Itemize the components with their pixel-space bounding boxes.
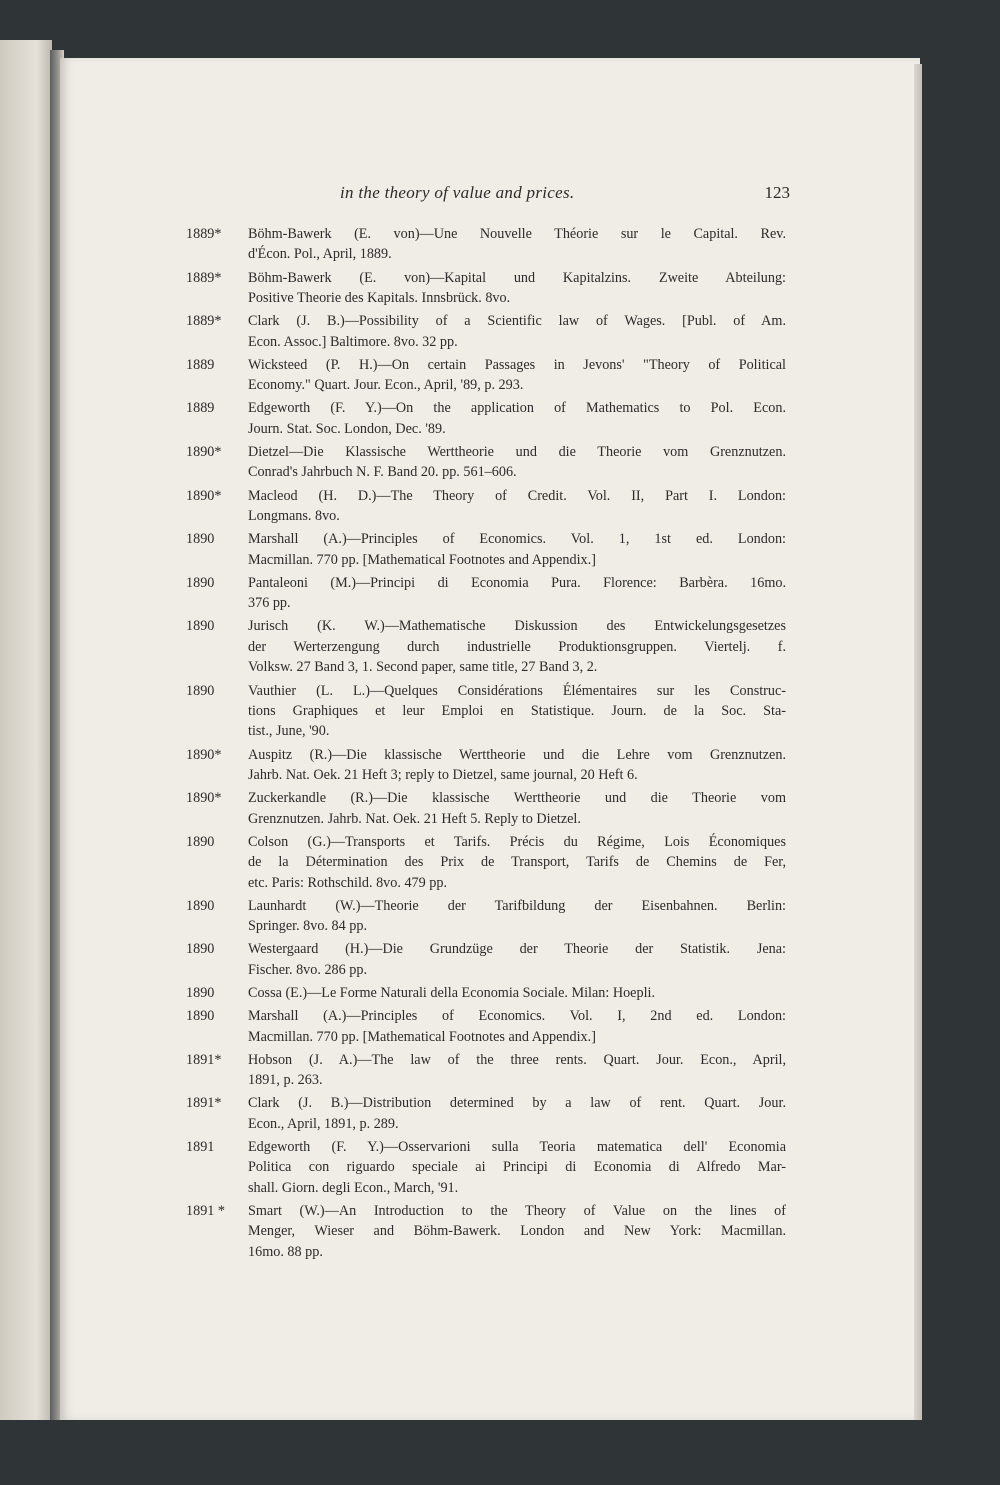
entry-line: Springer. 8vo. 84 pp. — [248, 918, 368, 935]
entry-line: Menger, Wieser and Böhm-Bawerk. London and New York: Macmillan. — [248, 1223, 786, 1240]
entry-year: 1891* — [186, 1051, 222, 1068]
page-fore-edge — [914, 64, 922, 1420]
entry-line: Pantaleoni (M.)—Principi di Economia Pura. Florence: Barbèra. 16mo. — [248, 574, 786, 591]
entry-year: 1891 * — [186, 1203, 226, 1220]
entry-year: 1890 — [186, 984, 215, 1001]
entry-line: Conrad's Jahrbuch N. F. Band 20. pp. 561–606. — [248, 464, 517, 481]
entry-year: 1889 — [186, 400, 215, 417]
entry-line: Macleod (H. D.)—The Theory of Credit. Vol. II, Part I. London: — [248, 487, 786, 504]
bibliography-list — [186, 224, 786, 1265]
bibliography-entry — [186, 616, 786, 677]
entry-line: Macmillan. 770 pp. [Mathematical Footnotes and Appendix.] — [248, 551, 596, 568]
entry-line: Böhm-Bawerk (E. von)—Une Nouvelle Théorie sur le Capital. Rev. — [248, 226, 786, 242]
bibliography-entry — [186, 1050, 786, 1091]
entry-line: Zuckerkandle (R.)—Die klassische Werttheorie und die Theorie vom — [248, 790, 786, 807]
entry-line: Journ. Stat. Soc. London, Dec. '89. — [248, 420, 446, 437]
entry-line: 16mo. 88 pp. — [248, 1243, 323, 1260]
entry-year: 1890* — [186, 746, 222, 763]
entry-line: Böhm-Bawerk (E. von)—Kapital und Kapitalzins. Zweite Abteilung: — [248, 269, 786, 286]
entry-line: Wicksteed (P. H.)—On certain Passages in Jevons' "Theory of Political — [248, 356, 786, 373]
bibliography-entry — [186, 224, 786, 265]
entry-line: Politica con riguardo speciale ai Principi di Economia di Alfredo Mar- — [248, 1159, 786, 1176]
entry-year: 1890* — [186, 487, 222, 504]
entry-line: Marshall (A.)—Principles of Economics. Vol. I, 2nd ed. London: — [248, 1008, 786, 1025]
entry-line: der Werterzengung durch industrielle Produktionsgruppen. Viertelj. f. — [248, 638, 786, 655]
entry-year: 1890 — [186, 574, 215, 591]
entry-year: 1889* — [186, 269, 222, 286]
entry-year: 1890* — [186, 444, 222, 461]
entry-line: Longmans. 8vo. — [248, 508, 340, 525]
entry-line: tions Graphiques et leur Emploi en Statistique. Journ. de la Soc. Sta- — [248, 702, 786, 719]
running-head — [340, 183, 790, 207]
entry-line: Fischer. 8vo. 286 pp. — [248, 961, 368, 978]
entry-line: Economy." Quart. Jour. Econ., April, '89, p. 293. — [248, 377, 524, 394]
entry-year: 1890 — [186, 897, 215, 914]
entry-line: Marshall (A.)—Principles of Economics. Vol. 1, 1st ed. London: — [248, 531, 786, 548]
entry-line: Smart (W.)—An Introduction to the Theory of Value on the lines of — [248, 1203, 786, 1220]
entry-line: Colson (G.)—Transports et Tarifs. Précis du Régime, Lois Économiques — [248, 833, 786, 850]
entry-year: 1889* — [186, 226, 222, 242]
entry-year: 1890 — [186, 531, 215, 548]
entry-year: 1890 — [186, 941, 215, 958]
entry-line: Edgeworth (F. Y.)—Osservarioni sulla Teoria matematica dell' Economia — [248, 1139, 786, 1155]
bibliography-entry — [186, 398, 786, 439]
entry-year: 1890 — [186, 682, 215, 699]
entry-line: d'Écon. Pol., April, 1889. — [248, 246, 392, 263]
bibliography-entry — [186, 896, 786, 937]
entry-line: 376 pp. — [248, 595, 291, 612]
page-number: 123 — [764, 183, 790, 202]
entry-year: 1890 — [186, 1008, 215, 1025]
entry-line: Launhardt (W.)—Theorie der Tarifbildung der Eisenbahnen. Berlin: — [248, 897, 786, 914]
entry-line: Macmillan. 770 pp. [Mathematical Footnotes and Appendix.] — [248, 1028, 596, 1045]
entry-line: Volksw. 27 Band 3, 1. Second paper, same title, 27 Band 3, 2. — [248, 659, 598, 676]
entry-line: Grenznutzen. Jahrb. Nat. Oek. 21 Heft 5. Reply to Dietzel. — [248, 810, 581, 827]
running-title: in the theory of value and prices. — [340, 183, 575, 202]
bibliography-entry — [186, 681, 786, 742]
bibliography-entry — [186, 442, 786, 483]
bibliography-entry — [186, 832, 786, 893]
entry-line: Positive Theorie des Kapitals. Innsbrück. 8vo. — [248, 290, 511, 307]
facing-page-edge — [0, 40, 52, 1420]
entry-year: 1889 — [186, 356, 215, 373]
bibliography-entry — [186, 1093, 786, 1134]
bibliography-entry — [186, 788, 786, 829]
entry-line: tist., June, '90. — [248, 723, 330, 740]
entry-line: 1891, p. 263. — [248, 1072, 323, 1089]
entry-year: 1890 — [186, 618, 215, 635]
bibliography-entry — [186, 355, 786, 396]
bibliography-entry — [186, 529, 786, 570]
entry-line: Dietzel—Die Klassische Werttheorie und die Theorie vom Grenznutzen. — [248, 444, 786, 461]
bibliography-entry — [186, 1006, 786, 1047]
entry-line: Edgeworth (F. Y.)—On the application of Mathematics to Pol. Econ. — [248, 400, 786, 417]
entry-year: 1890* — [186, 790, 222, 807]
entry-line: Vauthier (L. L.)—Quelques Considérations Élémentaires sur les Construc- — [248, 682, 786, 699]
entry-line: Westergaard (H.)—Die Grundzüge der Theorie der Statistik. Jena: — [248, 941, 786, 958]
bibliography-entry — [186, 268, 786, 309]
entry-line: Jahrb. Nat. Oek. 21 Heft 3; reply to Dietzel, same journal, 20 Heft 6. — [248, 766, 638, 783]
entry-line: Hobson (J. A.)—The law of the three rents. Quart. Jour. Econ., April, — [248, 1051, 786, 1068]
entry-line: etc. Paris: Rothschild. 8vo. 479 pp. — [248, 874, 448, 891]
bibliography-entry — [186, 939, 786, 980]
entry-line: Jurisch (K. W.)—Mathematische Diskussion des Entwickelungsgesetzes — [248, 618, 786, 635]
bibliography-entry — [186, 1137, 786, 1198]
bibliography-entry — [186, 311, 786, 352]
bibliography-entry — [186, 983, 786, 1003]
entry-year: 1891* — [186, 1095, 222, 1112]
bibliography-entry — [186, 486, 786, 527]
entry-year: 1889* — [186, 313, 222, 330]
entry-line: Clark (J. B.)—Distribution determined by a law of rent. Quart. Jour. — [248, 1095, 786, 1112]
entry-line: Econ. Assoc.] Baltimore. 8vo. 32 pp. — [248, 333, 458, 350]
entry-year: 1891 — [186, 1139, 215, 1155]
entry-line: Econ., April, 1891, p. 289. — [248, 1115, 399, 1132]
bibliography-entry — [186, 1201, 786, 1262]
entry-year: 1890 — [186, 833, 215, 850]
entry-line: Auspitz (R.)—Die klassische Werttheorie und die Lehre vom Grenznutzen. — [248, 746, 786, 763]
entry-line: de la Détermination des Prix de Transport, Tarifs de Chemins de Fer, — [248, 854, 786, 871]
bibliography-entry — [186, 745, 786, 786]
bibliography-entry — [186, 573, 786, 614]
entry-line: shall. Giorn. degli Econ., March, '91. — [248, 1179, 459, 1196]
entry-line: Clark (J. B.)—Possibility of a Scientific law of Wages. [Publ. of Am. — [248, 313, 786, 330]
entry-line: Cossa (E.)—Le Forme Naturali della Economia Sociale. Milan: Hoepli. — [248, 984, 655, 1001]
